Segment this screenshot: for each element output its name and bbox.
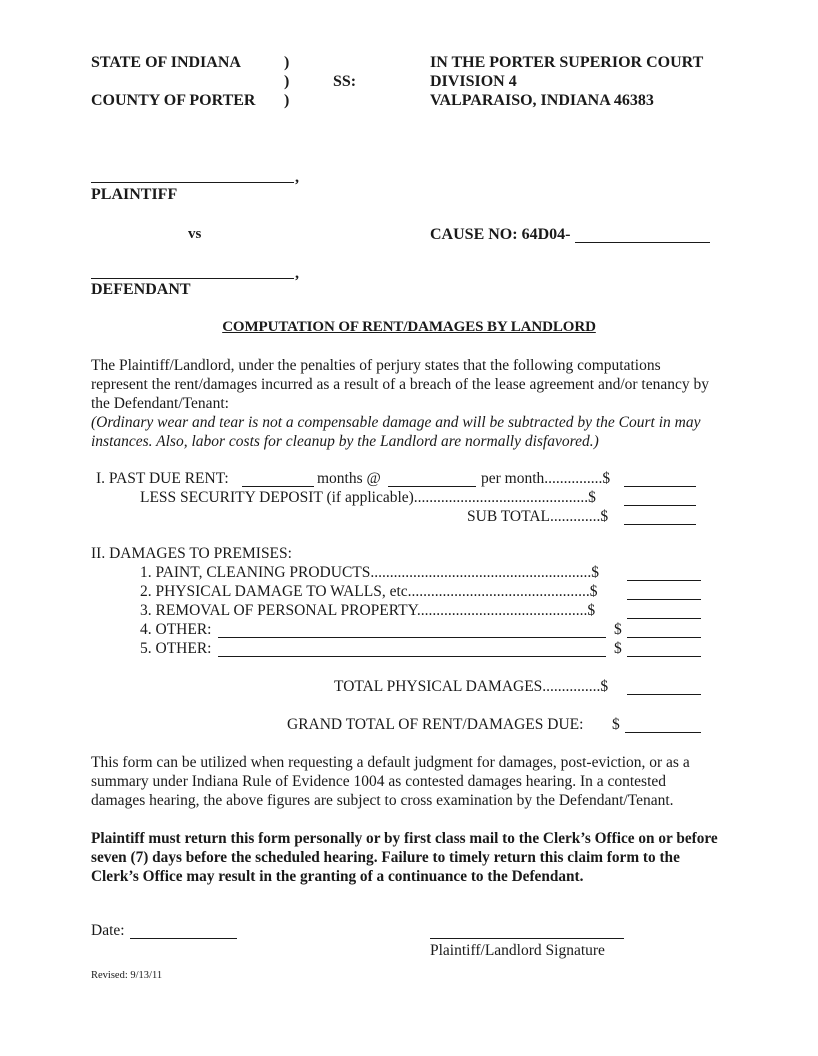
intro-note: (Ordinary wear and tear is not a compensable damage and will be subtracted by the Court in may instances. Also, labor costs for cleanup by the Landlord are normally disfavored.) [91,414,701,450]
security-deposit-label: LESS SECURITY DEPOSIT (if applicable).............................................$ [140,489,596,506]
damage-item-paint: 1. PAINT, CLEANING PRODUCTS.........................................................$ [140,564,599,581]
damages-heading: II. DAMAGES TO PREMISES: [91,545,292,562]
usage-note: This form can be utilized when requesting a default judgment for damages, post-eviction, or as a summary under Indiana Rule of Evidence 1004 as contested damages hearing. In a contested damages hearing, the above figures are subject to cross examination by the Defendant/Tenant. [91,754,690,809]
cause-number-field[interactable] [575,242,710,243]
plaintiff-label: PLAINTIFF [91,186,178,203]
other-2-amount-field[interactable] [627,656,701,657]
months-label: months @ [317,470,381,487]
court-division: DIVISION 4 [430,73,517,90]
vs-label: vs [188,226,202,242]
bracket-paren-2: ) [284,73,290,90]
damage-item-other-2: 5. OTHER: [140,640,212,657]
damage-item-walls: 2. PHYSICAL DAMAGE TO WALLS, etc...............................................$ [140,583,598,600]
defendant-name-field[interactable] [91,278,294,279]
state-label: STATE OF INDIANA [91,54,241,71]
ss-label: SS: [333,73,357,90]
form-title: COMPUTATION OF RENT/DAMAGES BY LANDLORD [222,319,596,335]
revision-date: Revised: 9/13/11 [91,970,163,981]
bracket-paren-1: ) [284,54,290,71]
other-1-description-field[interactable] [218,637,606,638]
bracket-paren-3: ) [284,92,290,109]
county-label: COUNTY OF PORTER [91,92,256,109]
plaintiff-comma: , [295,169,299,186]
cause-number-label: CAUSE NO: 64D04- [430,226,571,243]
other-2-description-field[interactable] [218,656,606,657]
court-name: IN THE PORTER SUPERIOR COURT [430,54,704,71]
paint-amount-field[interactable] [627,580,701,581]
removal-amount-field[interactable] [627,618,701,619]
signature-label: Plaintiff/Landlord Signature [430,942,605,959]
total-physical-amount-field[interactable] [627,694,701,695]
months-field[interactable] [242,486,314,487]
other-1-amount-field[interactable] [627,637,701,638]
return-instructions: Plaintiff must return this form personally or by first class mail to the Clerk’s Office on or before seven (7) days before the scheduled hearing. Failure to timely return this claim form to the Clerk’s Office may result in the granting of a continuance to the Defendant. [91,830,718,885]
defendant-comma: , [295,265,299,282]
court-city: VALPARAISO, INDIANA 46383 [430,92,654,109]
damage-item-removal: 3. REMOVAL OF PERSONAL PROPERTY............................................$ [140,602,596,619]
date-label: Date: [91,922,125,939]
other-1-dollar: $ [614,621,622,638]
grand-total-label: GRAND TOTAL OF RENT/DAMAGES DUE: [287,716,584,733]
intro-statement: The Plaintiff/Landlord, under the penalties of perjury states that the following computations represent the rent/damages incurred as a result of a breach of the lease agreement and/or tenancy by the Defendant/Tenant: [91,357,709,412]
other-2-dollar: $ [614,640,622,657]
monthly-rent-field[interactable] [388,486,476,487]
walls-amount-field[interactable] [627,599,701,600]
past-due-rent-amount-field[interactable] [624,486,696,487]
date-field[interactable] [130,938,237,939]
signature-field[interactable] [430,938,624,939]
subtotal-amount-field[interactable] [624,524,696,525]
past-due-rent-label: I. PAST DUE RENT: [96,470,229,487]
grand-total-amount-field[interactable] [625,732,701,733]
grand-total-dollar: $ [612,716,620,733]
damage-item-other-1: 4. OTHER: [140,621,212,638]
per-month-label: per month...............$ [481,470,611,487]
plaintiff-name-field[interactable] [91,182,294,183]
defendant-label: DEFENDANT [91,281,191,298]
subtotal-label: SUB TOTAL.............$ [467,508,609,525]
security-deposit-amount-field[interactable] [624,505,696,506]
total-physical-damages-label: TOTAL PHYSICAL DAMAGES...............$ [334,678,609,695]
